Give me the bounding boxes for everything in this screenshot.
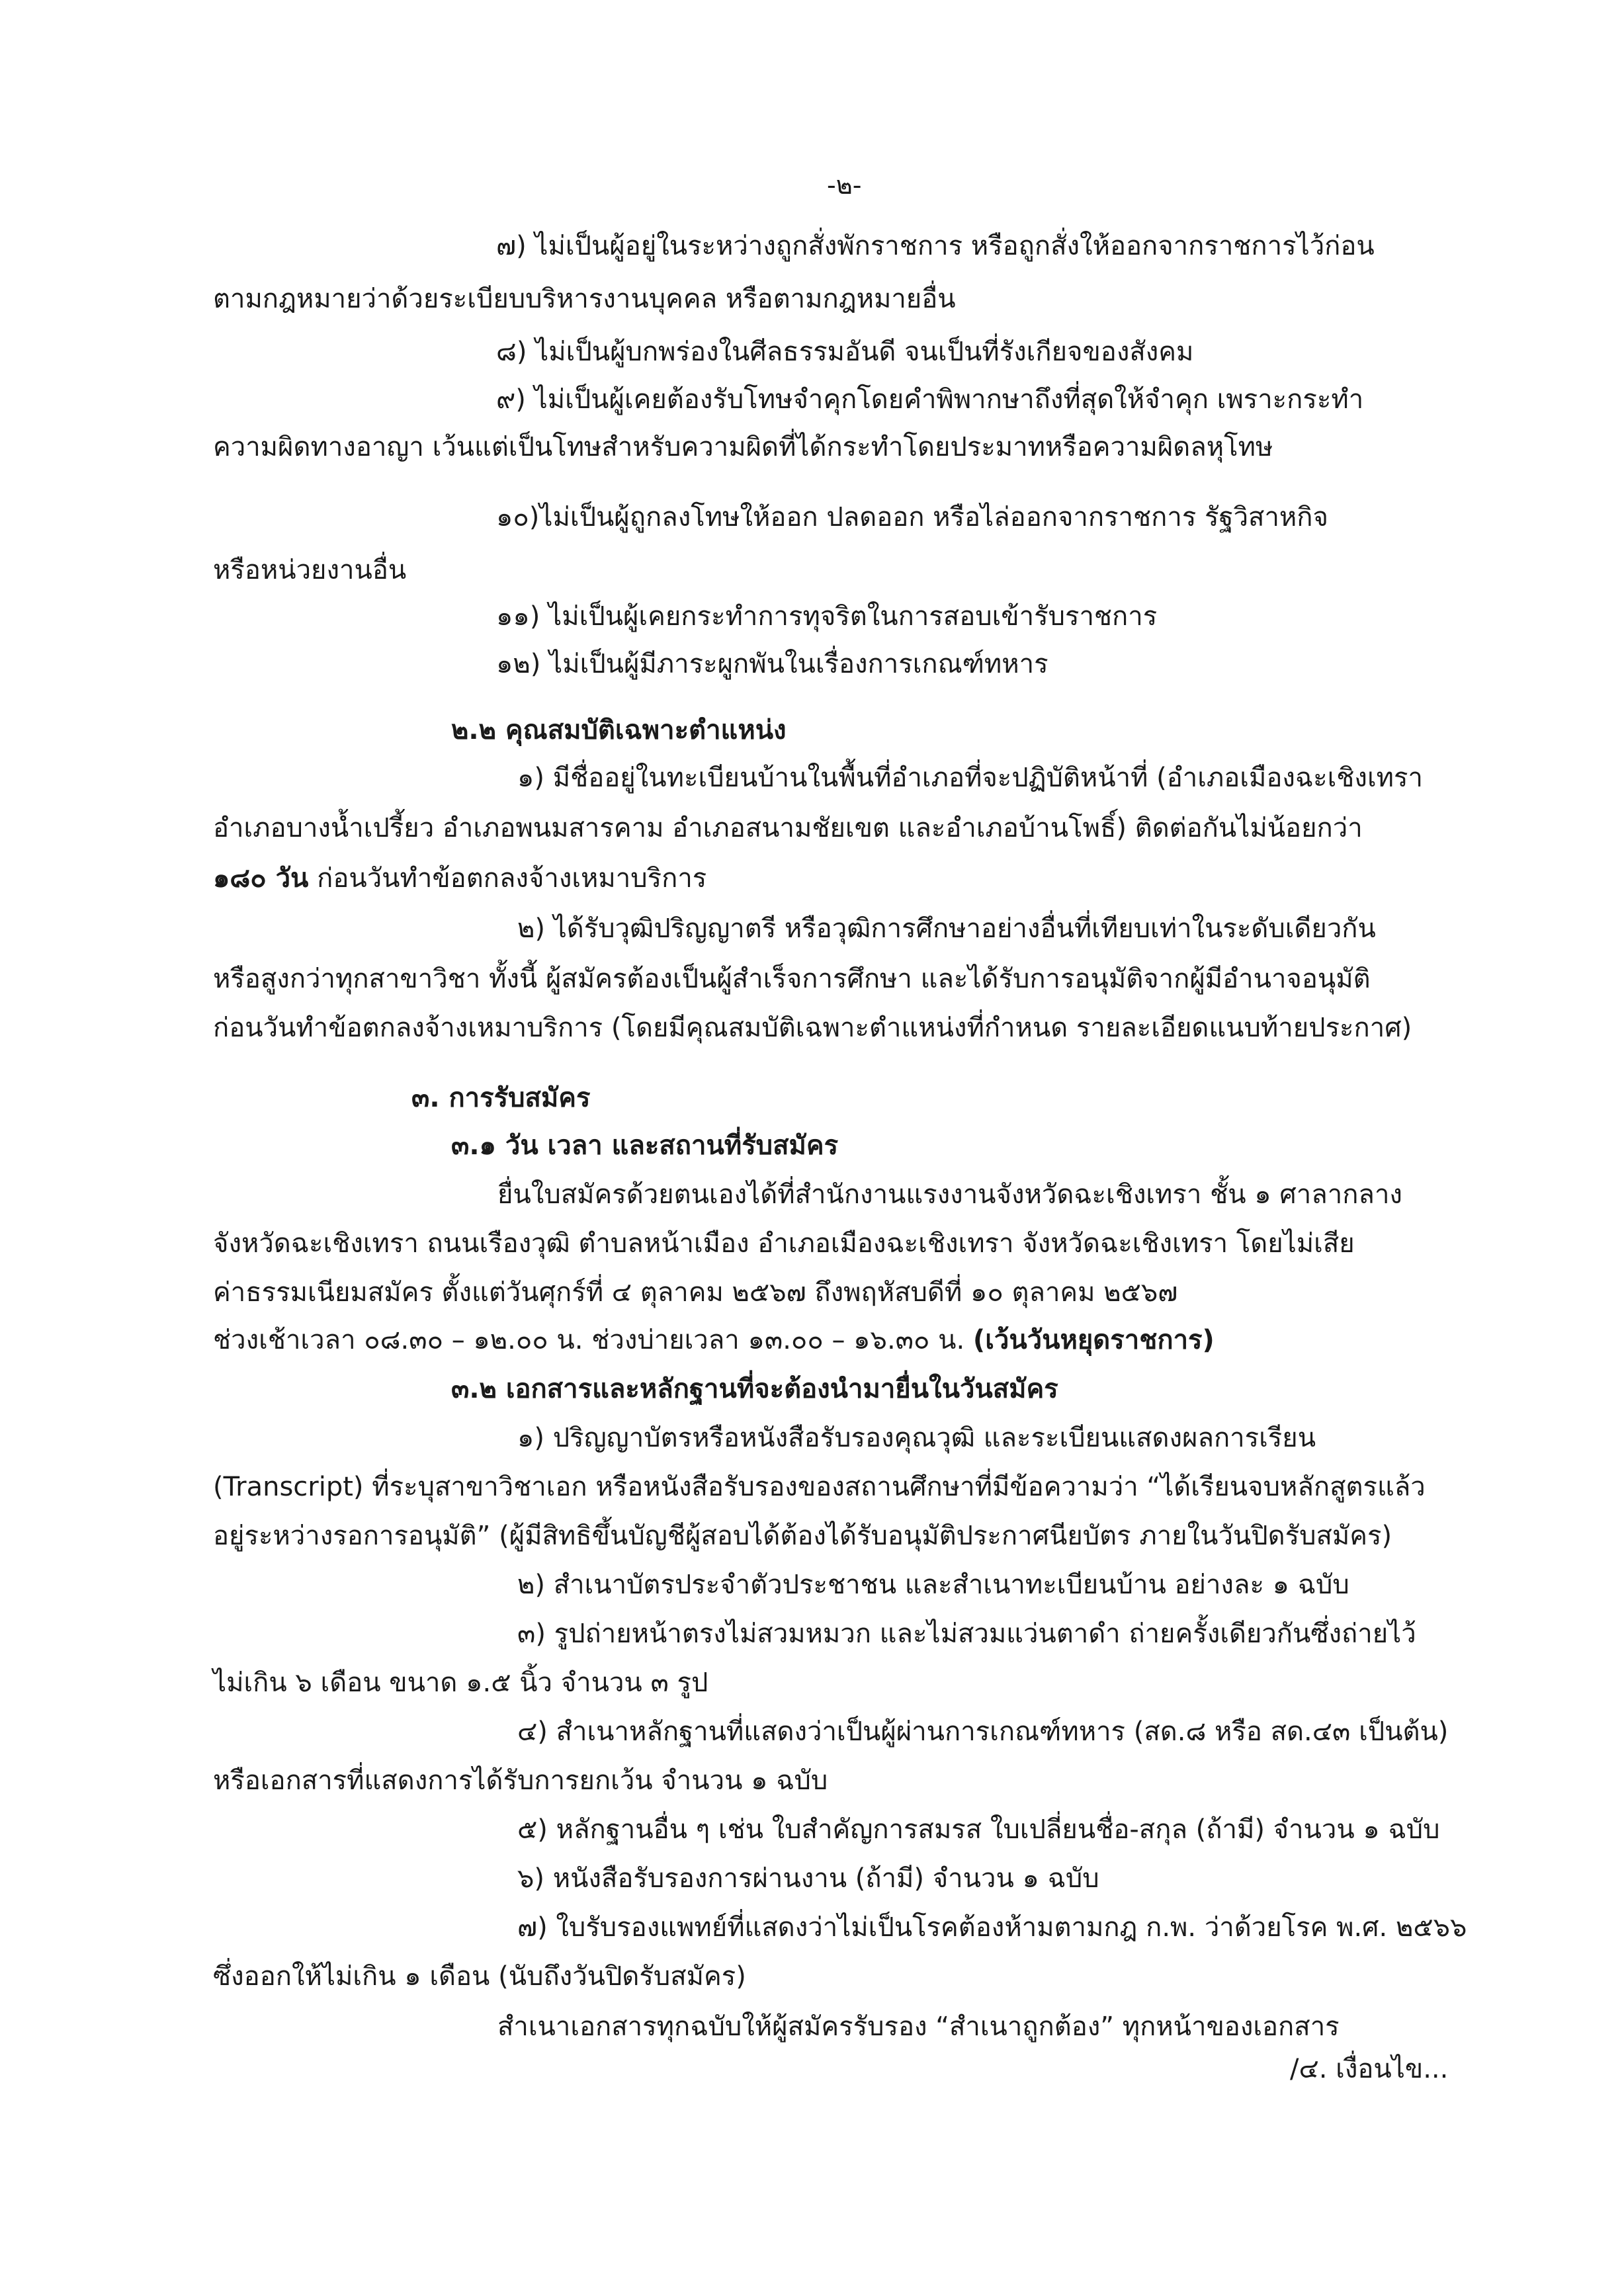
qual-1-days: ๑๘๐ วัน: [213, 863, 309, 894]
doc-4-line-2: หรือเอกสารที่แสดงการได้รับการยกเว้น จำนวน ๑ ฉบับ: [213, 1765, 828, 1796]
item-9-line-1: ๙) ไม่เป็นผู้เคยต้องรับโทษจำคุกโดยคำพิพากษาถึงที่สุดให้จำคุก เพราะกระทำ: [496, 384, 1364, 415]
doc-1-line-1: ๑) ปริญญาบัตรหรือหนังสือรับรองคุณวุฒิ และระเบียนแสดงผลการเรียน: [517, 1423, 1316, 1453]
item-7-line-1: ๗) ไม่เป็นผู้อยู่ในระหว่างถูกสั่งพักราชการ หรือถูกสั่งให้ออกจากราชการไว้ก่อน: [496, 231, 1375, 261]
doc-7-line-1: ๗) ใบรับรองแพทย์ที่แสดงว่าไม่เป็นโรคต้องห้ามตามกฎ ก.พ. ว่าด้วยโรค พ.ศ. ๒๕๖๖: [517, 1912, 1467, 1943]
qual-1-line-2: อำเภอบางน้ำเปรี้ยว อำเภอพนมสารคาม อำเภอสนามชัยเขต และอำเภอบ้านโพธิ์) ติดต่อกันไม่น้อยกว่า: [213, 813, 1363, 843]
doc-3-line-2: ไม่เกิน ๖ เดือน ขนาด ๑.๕ นิ้ว จำนวน ๓ รูป: [213, 1668, 708, 1698]
doc-4-line-1: ๔) สำเนาหลักฐานที่แสดงว่าเป็นผู้ผ่านการเกณฑ์ทหาร (สด.๘ หรือ สด.๔๓ เป็นต้น): [517, 1717, 1449, 1747]
doc-1-line-2: (Transcript) ที่ระบุสาขาวิชาเอก หรือหนังสือรับรองของสถานศึกษาที่มีข้อความว่า “ได้เรียนจบหลักสูตรแล้ว: [213, 1472, 1426, 1502]
qual-1-line-3: [213, 863, 706, 894]
apply-holiday-note: (เว้นวันหยุดราชการ): [972, 1325, 1215, 1355]
apply-line-1: ยื่นใบสมัครด้วยตนเองได้ที่สำนักงานแรงงานจังหวัดฉะเชิงเทรา ชั้น ๑ ศาลากลาง: [497, 1179, 1402, 1210]
doc-5: ๕) หลักฐานอื่น ๆ เช่น ใบสำคัญการสมรส ใบเปลี่ยนชื่อ-สกุล (ถ้ามี) จำนวน ๑ ฉบับ: [517, 1814, 1440, 1845]
qual-1-line-1: ๑) มีชื่ออยู่ในทะเบียนบ้านในพื้นที่อำเภอที่จะปฏิบัติหน้าที่ (อำเภอเมืองฉะเชิงเทรา: [517, 763, 1423, 793]
apply-line-4: [213, 1324, 1215, 1356]
section-2-2-heading: ๒.๒ คุณสมบัติเฉพาะตำแหน่ง: [451, 715, 787, 745]
doc-1-line-3: อยู่ระหว่างรอการอนุมัติ” (ผู้มีสิทธิขึ้นบัญชีผู้สอบได้ต้องได้รับอนุมัติประกาศนียบัตร ภายในวันปิดรับสมัคร): [213, 1521, 1392, 1551]
section-3-2-heading: ๓.๒ เอกสารและหลักฐานที่จะต้องนำมายื่นในวันสมัคร: [451, 1374, 1058, 1404]
doc-6: ๖) หนังสือรับรองการผ่านงาน (ถ้ามี) จำนวน ๑ ฉบับ: [517, 1863, 1099, 1894]
item-10-line-1: ๑๐)ไม่เป็นผู้ถูกลงโทษให้ออก ปลดออก หรือไล่ออกจากราชการ รัฐวิสาหกิจ: [496, 502, 1328, 532]
apply-line-2: จังหวัดฉะเชิงเทรา ถนนเรืองวุฒิ ตำบลหน้าเมือง อำเภอเมืองฉะเชิงเทรา จังหวัดฉะเชิงเทรา โดยไม่เสีย: [213, 1228, 1355, 1259]
doc-7-line-2: ซึ่งออกให้ไม่เกิน ๑ เดือน (นับถึงวันปิดรับสมัคร): [213, 1961, 746, 1992]
item-7-line-2: ตามกฎหมายว่าด้วยระเบียบบริหารงานบุคคล หรือตามกฎหมายอื่น: [213, 284, 956, 314]
qual-2-line-1: ๒) ได้รับวุฒิปริญญาตรี หรือวุฒิการศึกษาอย่างอื่นที่เทียบเท่าในระดับเดียวกัน: [517, 913, 1376, 944]
item-11: ๑๑) ไม่เป็นผู้เคยกระทำการทุจริตในการสอบเข้ารับราชการ: [496, 601, 1158, 632]
qual-2-line-3: ก่อนวันทำข้อตกลงจ้างเหมาบริการ (โดยมีคุณสมบัติเฉพาะตำแหน่งที่กำหนด รายละเอียดแนบท้ายประกาศ): [213, 1013, 1412, 1043]
continuation-marker: /๔. เงื่อนไข...: [1290, 2054, 1449, 2084]
item-9-line-2: ความผิดทางอาญา เว้นแต่เป็นโทษสำหรับความผิดที่ได้กระทำโดยประมาทหรือความผิดลหุโทษ: [213, 432, 1273, 462]
qual-1-rest: ก่อนวันทำข้อตกลงจ้างเหมาบริการ: [308, 863, 707, 894]
qual-2-line-2: หรือสูงกว่าทุกสาขาวิชา ทั้งนี้ ผู้สมัครต้องเป็นผู้สำเร็จการศึกษา และได้รับการอนุมัติจากผู้มีอำนาจอนุมัติ: [213, 964, 1371, 994]
apply-hours: ช่วงเช้าเวลา ๐๘.๓๐ – ๑๒.๐๐ น. ช่วงบ่ายเวลา ๑๓.๐๐ – ๑๖.๓๐ น.: [213, 1325, 973, 1355]
section-3-1-heading: ๓.๑ วัน เวลา และสถานที่รับสมัคร: [451, 1130, 839, 1161]
page-number: -๒-: [827, 171, 862, 200]
item-12: ๑๒) ไม่เป็นผู้มีภาระผูกพันในเรื่องการเกณฑ์ทหาร: [496, 649, 1048, 679]
item-10-line-2: หรือหน่วยงานอื่น: [213, 555, 407, 585]
copy-certification-note: สำเนาเอกสารทุกฉบับให้ผู้สมัครรับรอง “สำเนาถูกต้อง” ทุกหน้าของเอกสาร: [497, 2012, 1340, 2042]
doc-3-line-1: ๓) รูปถ่ายหน้าตรงไม่สวมหมวก และไม่สวมแว่นตาดำ ถ่ายครั้งเดียวกันซึ่งถ่ายไว้: [517, 1619, 1416, 1649]
section-3-heading: ๓. การรับสมัคร: [411, 1083, 591, 1113]
doc-2: ๒) สำเนาบัตรประจำตัวประชาชน และสำเนาทะเบียนบ้าน อย่างละ ๑ ฉบับ: [517, 1570, 1349, 1600]
item-8: ๘) ไม่เป็นผู้บกพร่องในศีลธรรมอันดี จนเป็นที่รังเกียจของสังคม: [496, 337, 1194, 367]
apply-line-3: ค่าธรรมเนียมสมัคร ตั้งแต่วันศุกร์ที่ ๔ ตุลาคม ๒๕๖๗ ถึงพฤหัสบดีที่ ๑๐ ตุลาคม ๒๕๖๗: [213, 1277, 1178, 1308]
